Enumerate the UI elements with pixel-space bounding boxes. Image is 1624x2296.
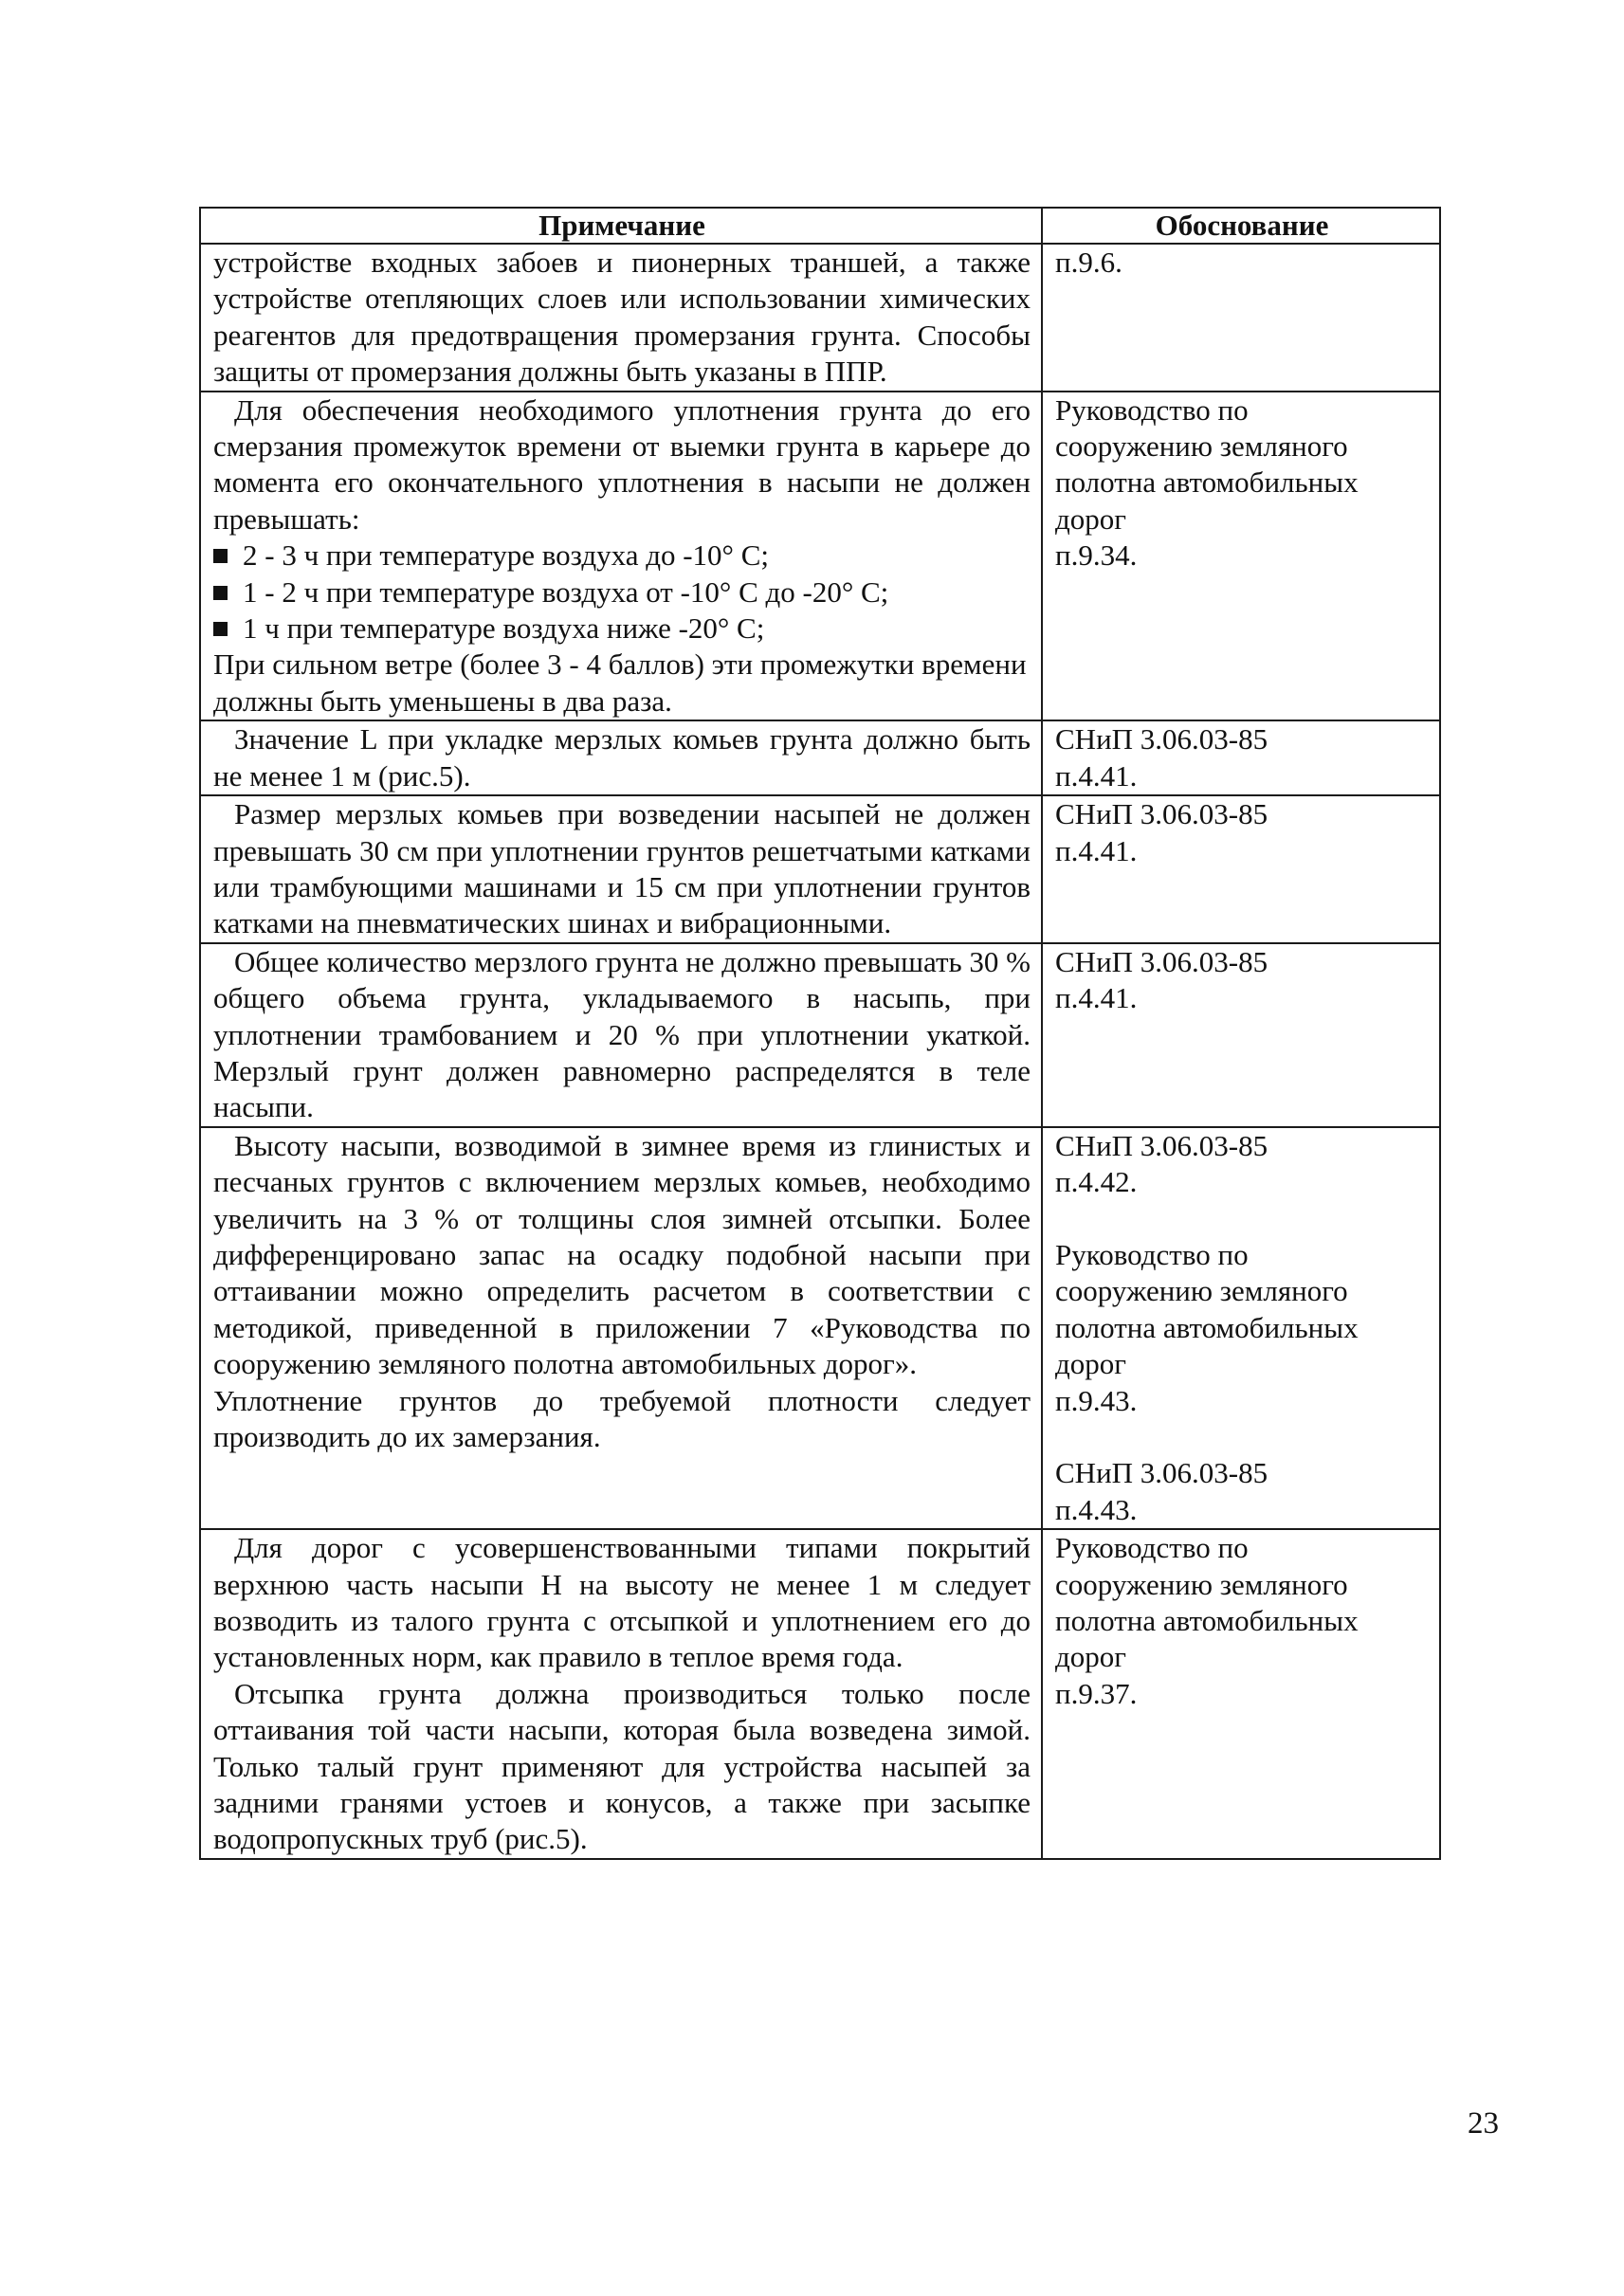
- basis-text: п.9.34.: [1055, 538, 1138, 573]
- basis-cell: [1042, 943, 1440, 1127]
- basis-cell: [1042, 795, 1440, 943]
- basis-cell: [1042, 1127, 1440, 1529]
- basis-cell: [1042, 1529, 1440, 1859]
- basis-text: дорог: [1055, 501, 1126, 536]
- page-number: 23: [1468, 2106, 1499, 2141]
- table-row: [200, 795, 1440, 943]
- note-text: Для обеспечения необходимого уплотнения грунта до его смерзания промежуток времени от выемки грунта в карьере до момента его окончательного уплотнения в насыпи не должен превышать:: [213, 392, 1031, 536]
- square-bullet-icon: [213, 622, 228, 636]
- basis-cell: [1042, 244, 1440, 392]
- note-cell: [200, 795, 1042, 943]
- basis-text: п.9.6.: [1055, 246, 1122, 279]
- note-text: При сильном ветре (более 3 - 4 баллов) эти промежутки времени должны быть уменьшены в два раза.: [213, 647, 1027, 718]
- basis-cell: [1042, 720, 1440, 795]
- note-text: Размер мерзлых комьев при возведении насыпей не должен превышать 30 см при уплотнении грунтов решетчатыми катками или трамбующими машинами и 15 см при уплотнении грунтов катками на пневматических шинах и вибрационными.: [213, 797, 1031, 940]
- basis-text: Руководство по: [1055, 1531, 1249, 1565]
- note-text: Отсыпка грунта должна производиться только после оттаивания той части насыпи, которая была возведена зимой. Только талый грунт применяют для устройства насыпей за задними гранями устоев и конусов, а также при засыпке водопропускных труб (рис.5).: [213, 1676, 1031, 1856]
- basis-text: СНиП 3.06.03-85: [1055, 1456, 1268, 1490]
- table-row: [200, 244, 1440, 392]
- basis-text: Руководство по: [1055, 1237, 1249, 1271]
- note-text: Для дорог с усовершенствованными типами покрытий верхнюю часть насыпи Н на высоту не менее 1 м следует возводить из талого грунта с отсыпкой и уплотнением его до установленных норм, как правило в теплое время года.: [213, 1531, 1031, 1674]
- basis-text: п.9.37.: [1055, 1676, 1138, 1710]
- basis-text: п.4.43.: [1055, 1492, 1138, 1526]
- basis-text: дорог: [1055, 1347, 1126, 1381]
- basis-text: полотна автомобильных: [1055, 1310, 1359, 1344]
- note-cell: [200, 244, 1042, 392]
- bullet-text: 1 - 2 ч при температуре воздуха от -10° С до -20° С;: [243, 574, 889, 609]
- basis-text: СНиП 3.06.03-85: [1055, 1128, 1268, 1162]
- basis-text: п.4.41.: [1055, 833, 1138, 867]
- note-cell: [200, 392, 1042, 721]
- note-cell: [200, 1529, 1042, 1859]
- spacer: [1055, 1419, 1429, 1455]
- table-row: [200, 720, 1440, 795]
- note-text: Значение L при укладке мерзлых комьев грунта должно быть не менее 1 м (рис.5).: [213, 722, 1031, 793]
- table-row: [200, 1529, 1440, 1859]
- table-header-row: [200, 208, 1440, 244]
- notes-table: [199, 207, 1441, 1860]
- square-bullet-icon: [213, 549, 228, 563]
- list-item: [213, 574, 1031, 610]
- basis-text: п.4.42.: [1055, 1165, 1138, 1199]
- note-cell: [200, 1127, 1042, 1529]
- list-item: [213, 610, 1031, 647]
- list-item: [213, 538, 1031, 574]
- bullet-text: 2 - 3 ч при температуре воздуха до -10° С;: [243, 538, 769, 573]
- bullet-text: 1 ч при температуре воздуха ниже -20° С;: [243, 611, 765, 646]
- note-cell: [200, 943, 1042, 1127]
- basis-text: п.9.43.: [1055, 1383, 1138, 1417]
- note-text: Уплотнение грунтов до требуемой плотности следует производить до их замерзания.: [213, 1383, 1031, 1453]
- basis-text: СНиП 3.06.03-85: [1055, 722, 1268, 756]
- table-row: [200, 943, 1440, 1127]
- table-row: [200, 392, 1440, 721]
- note-text: Высоту насыпи, возводимой в зимнее время из глинистых и песчаных грунтов с включением мерзлых комьев, необходимо увеличить на 3 % от толщины слоя зимней отсыпки. Более дифференцировано запас на осадку подобной насыпи при оттаивании можно определить расчетом в соответствии с методикой, приведенной в приложении 7 «Руководства по сооружению земляного полотна автомобильных дорог».: [213, 1128, 1031, 1381]
- basis-text: сооружению земляного: [1055, 1274, 1348, 1308]
- basis-text: СНиП 3.06.03-85: [1055, 797, 1268, 831]
- note-text: устройстве входных забоев и пионерных траншей, а также устройстве отепляющих слоев или использовании химических реагентов для предотвращения промерзания грунта. Способы защиты от промерзания должны быть указаны в ППР.: [213, 246, 1031, 389]
- basis-text: п.4.41.: [1055, 981, 1138, 1015]
- basis-text: сооружению земляного: [1055, 429, 1348, 464]
- header-note: Примечание: [200, 208, 1042, 244]
- table-row: [200, 1127, 1440, 1529]
- note-text: Общее количество мерзлого грунта не должно превышать 30 % общего объема грунта, укладываемого в насыпь, при уплотнении трамбованием и 20 % при уплотнении укаткой. Мерзлый грунт должен равномерно распределятся в теле насыпи.: [213, 944, 1031, 1124]
- basis-text: полотна автомобильных: [1055, 1604, 1359, 1637]
- spacer: [1055, 1201, 1429, 1237]
- basis-cell: [1042, 392, 1440, 721]
- basis-text: дорог: [1055, 1640, 1126, 1674]
- square-bullet-icon: [213, 586, 228, 600]
- basis-text: сооружению земляного: [1055, 1567, 1348, 1601]
- basis-text: полотна автомобильных: [1055, 465, 1359, 500]
- basis-text: Руководство по: [1055, 392, 1249, 427]
- header-basis: Обоснование: [1042, 208, 1440, 244]
- note-cell: [200, 720, 1042, 795]
- basis-text: СНиП 3.06.03-85: [1055, 944, 1268, 978]
- basis-text: п.4.41.: [1055, 758, 1138, 793]
